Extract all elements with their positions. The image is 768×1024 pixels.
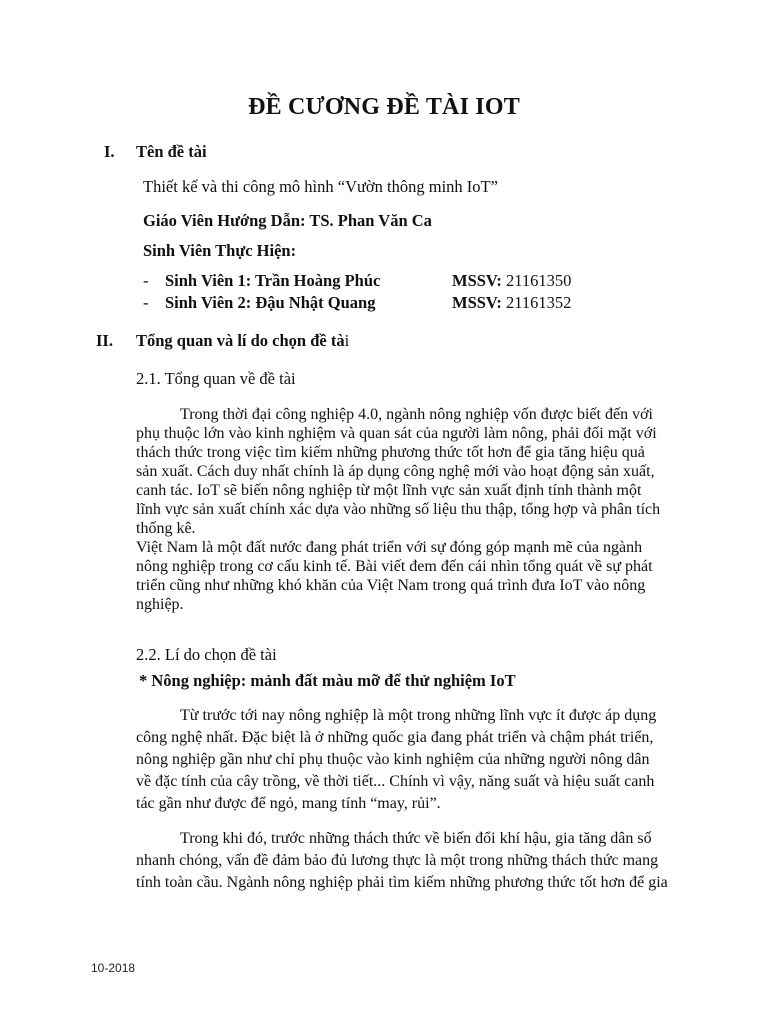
overview-line: Trong thời đại công nghiệp 4.0, ngành nông nghiệp vốn được biết đến với — [180, 406, 653, 423]
students-heading: Sinh Viên Thực Hiện: — [143, 241, 297, 260]
subsection-2-2-heading: 2.2. Lí do chọn đề tài — [136, 645, 277, 664]
advisor-text: Giáo Viên Hướng Dẫn: TS. Phan Văn Ca — [143, 211, 432, 230]
reason-b-line: tính toàn cầu. Ngành nông nghiệp phải tìm kiếm những phương thức tốt hơn để gia — [136, 874, 668, 891]
reason-a-line: công nghệ nhất. Đặc biệt là ở những quốc gia đang phát triển và chậm phát triển, — [136, 729, 654, 746]
overview-line: nông nghiệp trong cơ cấu kinh tế. Bài viết đem đến cái nhìn tổng quát về sự phát — [136, 558, 653, 575]
student-1-mssv-label: MSSV: — [452, 271, 502, 290]
agriculture-bold-heading: * Nông nghiệp: mảnh đất màu mỡ để thử nghiệm IoT — [139, 671, 516, 690]
overview-line: thách thức trong việc tìm kiếm những phương thức tốt hơn để gia tăng hiệu quả — [136, 444, 645, 461]
topic-text: Thiết kế và thi công mô hình “Vườn thông minh IoT” — [143, 177, 498, 196]
student-1-mssv-value: 21161350 — [505, 271, 572, 290]
reason-paragraph-a — [136, 705, 681, 815]
footer-date: 10-2018 — [91, 961, 136, 975]
reason-b-line: Trong khi đó, trước những thách thức về biến đổi khí hậu, gia tăng dân số — [180, 830, 652, 847]
document-title: ĐỀ CƯƠNG ĐỀ TÀI IOT — [248, 94, 520, 120]
section-2-number: II. — [96, 331, 113, 350]
student-2-name: Sinh Viên 2: Đậu Nhật Quang — [165, 293, 376, 312]
section-2-heading-tail: i — [344, 331, 350, 350]
reason-a-line: tác gần như được để ngỏ, mang tính “may, rủi”. — [136, 795, 441, 812]
overview-line: canh tác. IoT sẽ biến nông nghiệp từ một lĩnh vực sản xuất định tính thành một — [136, 482, 642, 499]
student-1-name: Sinh Viên 1: Trần Hoàng Phúc — [165, 271, 381, 290]
reason-a-line: Từ trước tới nay nông nghiệp là một trong những lĩnh vực ít được áp dụng — [180, 707, 657, 724]
student-2-dash: - — [143, 293, 149, 312]
reason-b-line: nhanh chóng, vấn đề đảm bảo đủ lương thực là một trong những thách thức mang — [136, 852, 659, 869]
overview-line: sản xuất. Cách duy nhất chính là áp dụng công nghệ mới vào hoạt động sản xuất, — [136, 463, 655, 480]
section-2-heading — [136, 331, 349, 351]
student-2-mssv-label: MSSV: — [452, 293, 502, 312]
reason-a-line: về đặc tính của cây trồng, về thời tiết... Chính vì vậy, năng suất và hiệu suất canh — [136, 773, 655, 790]
reason-a-line: nông nghiệp gần như chỉ phụ thuộc vào kinh nghiệm của những người nông dân — [136, 751, 650, 768]
section-1-number: I. — [104, 142, 115, 161]
overview-line: triển cũng như những khó khăn của Việt Nam trong quá trình đưa IoT vào nông — [136, 577, 646, 594]
subsection-2-1-heading: 2.1. Tổng quan về đề tài — [136, 369, 296, 388]
student-2-mssv-value: 21161352 — [505, 293, 572, 312]
student-2-mssv — [452, 293, 571, 313]
overview-line: lĩnh vực sản xuất chính xác dựa vào những số liệu thu thập, tổng hợp và phân tích — [136, 501, 661, 518]
overview-paragraph — [136, 405, 681, 614]
overview-line: thống kê. — [136, 520, 196, 537]
student-1-mssv — [452, 271, 571, 291]
overview-line: Việt Nam là một đất nước đang phát triển với sự đóng góp mạnh mẽ của ngành — [136, 539, 643, 556]
reason-paragraph-b — [136, 828, 681, 894]
section-2-heading-bold: Tổng quan và lí do chọn đề tà — [136, 331, 345, 350]
section-1-heading: Tên đề tài — [136, 142, 207, 161]
student-1-dash: - — [143, 271, 149, 290]
overview-line: phụ thuộc lớn vào kinh nghiệm và quan sát của người làm nông, phải đối mặt với — [136, 425, 657, 442]
overview-line: nghiệp. — [136, 596, 184, 613]
